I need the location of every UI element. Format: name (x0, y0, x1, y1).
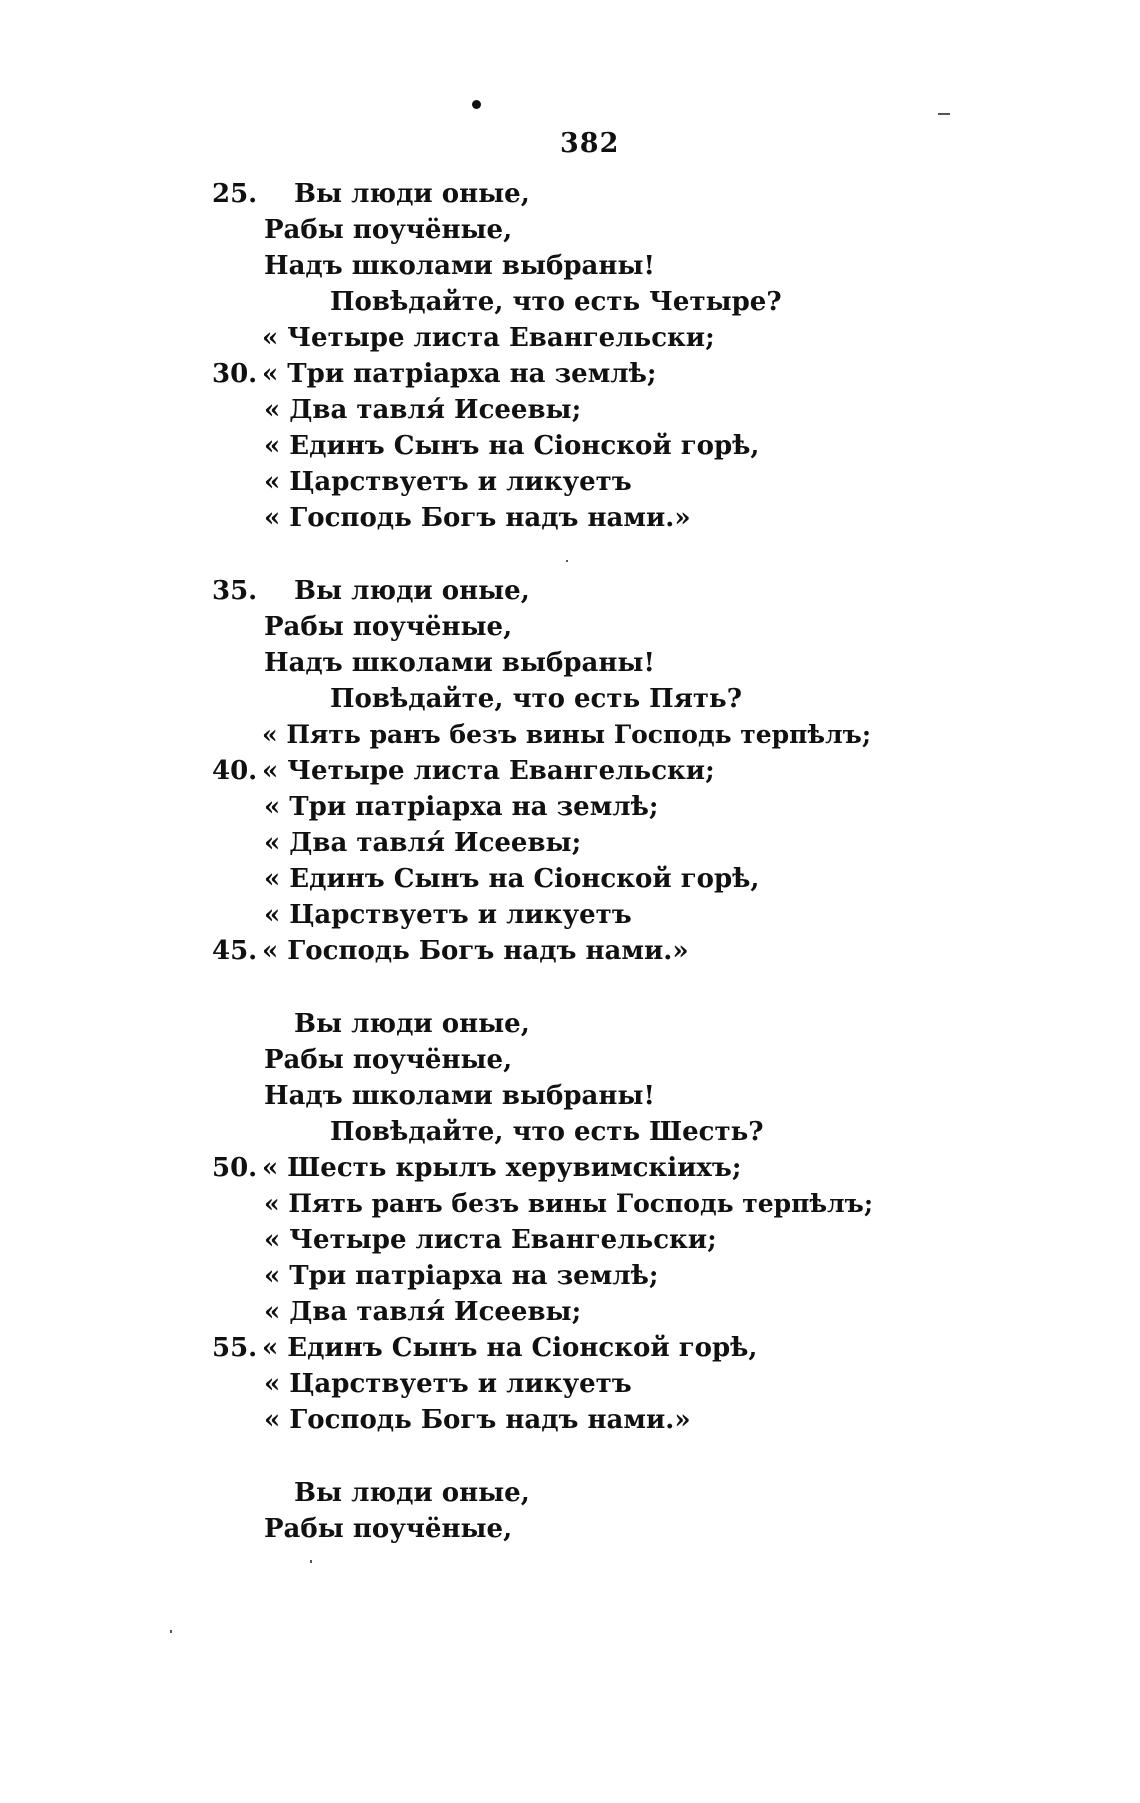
line-text: « Четыре листа Евангельски; (262, 323, 715, 353)
line-text: Повѣдайте, что есть Четыре? (330, 287, 782, 317)
line-number: 40. (212, 756, 258, 786)
line-text: « Пять ранъ безъ вины Господь терпѣлъ; (262, 720, 872, 749)
line-text: Надъ школами выбраны! (264, 1081, 655, 1111)
line-number: 30. (212, 359, 258, 389)
line-text: « Три патріарха на землѣ; (262, 359, 657, 389)
line-text: « Три патріарха на землѣ; (264, 1261, 659, 1291)
page-speck (566, 560, 568, 562)
page-speck (938, 113, 950, 115)
printed-dot-mark (472, 100, 481, 109)
line-text: « Единъ Сынъ на Сіонской горѣ, (262, 1333, 758, 1363)
line-text: « Четыре листа Евангельски; (262, 756, 715, 786)
line-text: « Четыре листа Евангельски; (264, 1225, 717, 1255)
line-text: Вы люди оные, (294, 1478, 530, 1508)
line-text: « Два тавля́ Исеевы; (264, 395, 582, 425)
line-number: 55. (212, 1333, 258, 1363)
line-number: 50. (212, 1153, 258, 1183)
line-text: « Господь Богъ надъ нами.» (264, 1405, 691, 1435)
page-speck (310, 1560, 312, 1563)
line-text: Рабы поучёные, (264, 215, 513, 245)
page-number: 382 (560, 128, 620, 159)
line-text: Вы люди оные, (294, 179, 530, 209)
line-text: Надъ школами выбраны! (264, 648, 655, 678)
line-text: Вы люди оные, (294, 1009, 530, 1039)
line-text: « Два тавля́ Исеевы; (264, 828, 582, 858)
line-text: Рабы поучёные, (264, 1045, 513, 1075)
line-text: « Два тавля́ Исеевы; (264, 1297, 582, 1327)
line-number: 45. (212, 936, 258, 966)
line-number: 25. (212, 179, 258, 209)
line-text: Рабы поучёные, (264, 1514, 513, 1544)
line-text: « Три патріарха на землѣ; (264, 792, 659, 822)
page-speck (170, 1630, 172, 1633)
line-text: « Шесть крылъ херувимскіихъ; (262, 1153, 742, 1183)
line-number: 35. (212, 576, 258, 606)
line-text: Вы люди оные, (294, 576, 530, 606)
line-text: « Царствуетъ и ликуетъ (264, 900, 632, 930)
line-text: « Царствуетъ и ликуетъ (264, 467, 632, 497)
line-text: Рабы поучёные, (264, 612, 513, 642)
line-text: Надъ школами выбраны! (264, 251, 655, 281)
line-text: Повѣдайте, что есть Пять? (330, 684, 742, 714)
line-text: « Господь Богъ надъ нами.» (262, 936, 689, 966)
line-text: « Господь Богъ надъ нами.» (264, 503, 691, 533)
line-text: « Пять ранъ безъ вины Господь терпѣлъ; (264, 1189, 874, 1218)
line-text: « Единъ Сынъ на Сіонской горѣ, (264, 431, 760, 461)
line-text: « Единъ Сынъ на Сіонской горѣ, (264, 864, 760, 894)
line-text: Повѣдайте, что есть Шесть? (330, 1117, 764, 1147)
line-text: « Царствуетъ и ликуетъ (264, 1369, 632, 1399)
